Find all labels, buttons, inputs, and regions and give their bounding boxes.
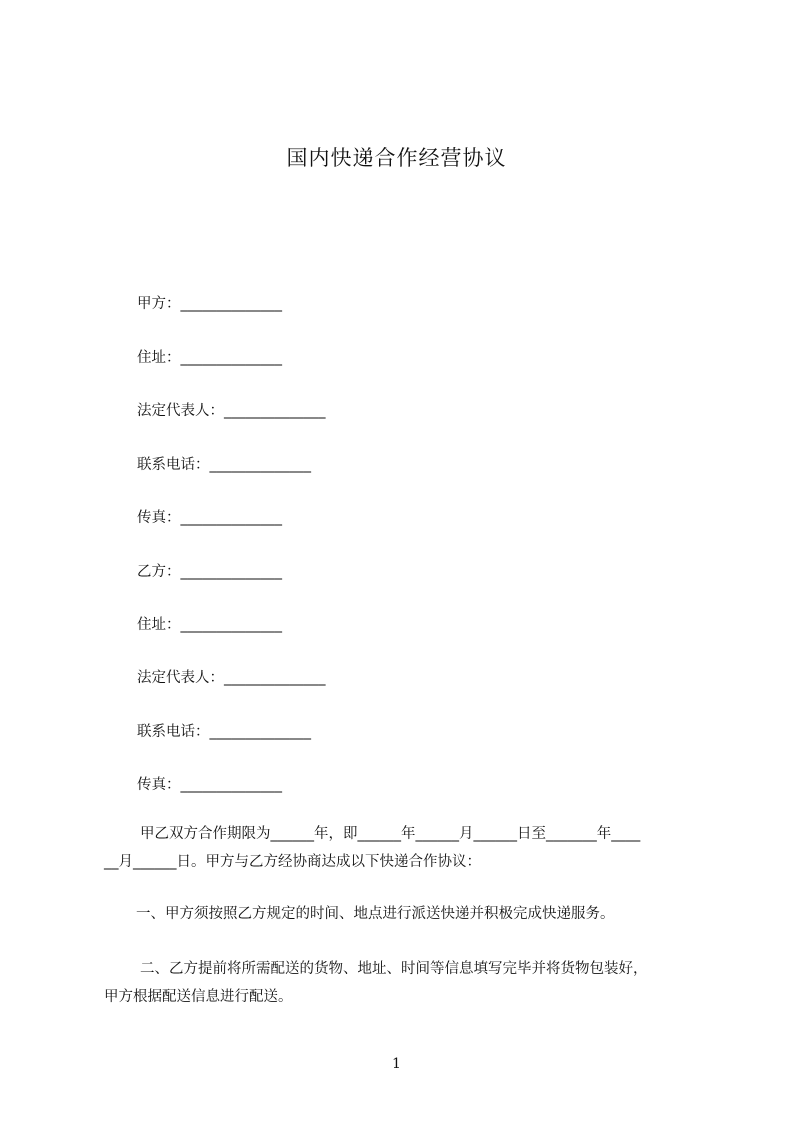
party-a-fax-field: 传真：______________ (137, 510, 282, 526)
party-b-legal-rep-field: 法定代表人：______________ (137, 670, 326, 686)
party-a-phone-field: 联系电话：______________ (137, 457, 311, 473)
clause-2-line-1: 二、乙方提前将所需配送的货物、地址、时间等信息填写完毕并将货物包装好， (140, 961, 648, 977)
cooperation-term-paragraph (104, 820, 704, 876)
document-title: 国内快递合作经营协议 (286, 146, 507, 170)
party-b-address-field: 住址：______________ (137, 617, 282, 633)
party-a-legal-rep-field: 法定代表人：______________ (137, 403, 326, 419)
cooperation-term-line-2: __月______日。甲方与乙方经协商达成以下快递合作协议： (104, 854, 481, 870)
party-b-fax-field: 传真：______________ (137, 777, 282, 793)
party-b-phone-field: 联系电话：______________ (137, 724, 311, 740)
clause-2-paragraph (104, 955, 704, 1011)
clause-1-text: 一、甲方须按照乙方规定的时间、地点进行派送快递并积极完成快递服务。 (136, 906, 615, 922)
clause-2-line-2: 甲方根据配送信息进行配送。 (104, 989, 293, 1005)
party-b-name-field: 乙方：______________ (137, 564, 282, 580)
clause-1-paragraph (104, 900, 704, 928)
party-a-address-field: 住址：______________ (137, 350, 282, 366)
party-a-name-field: 甲方：______________ (137, 296, 282, 312)
cooperation-term-line-1: 甲乙双方合作期限为______年，即______年______月______日至_______年____ (140, 826, 641, 842)
page-number: 1 (392, 1056, 401, 1072)
